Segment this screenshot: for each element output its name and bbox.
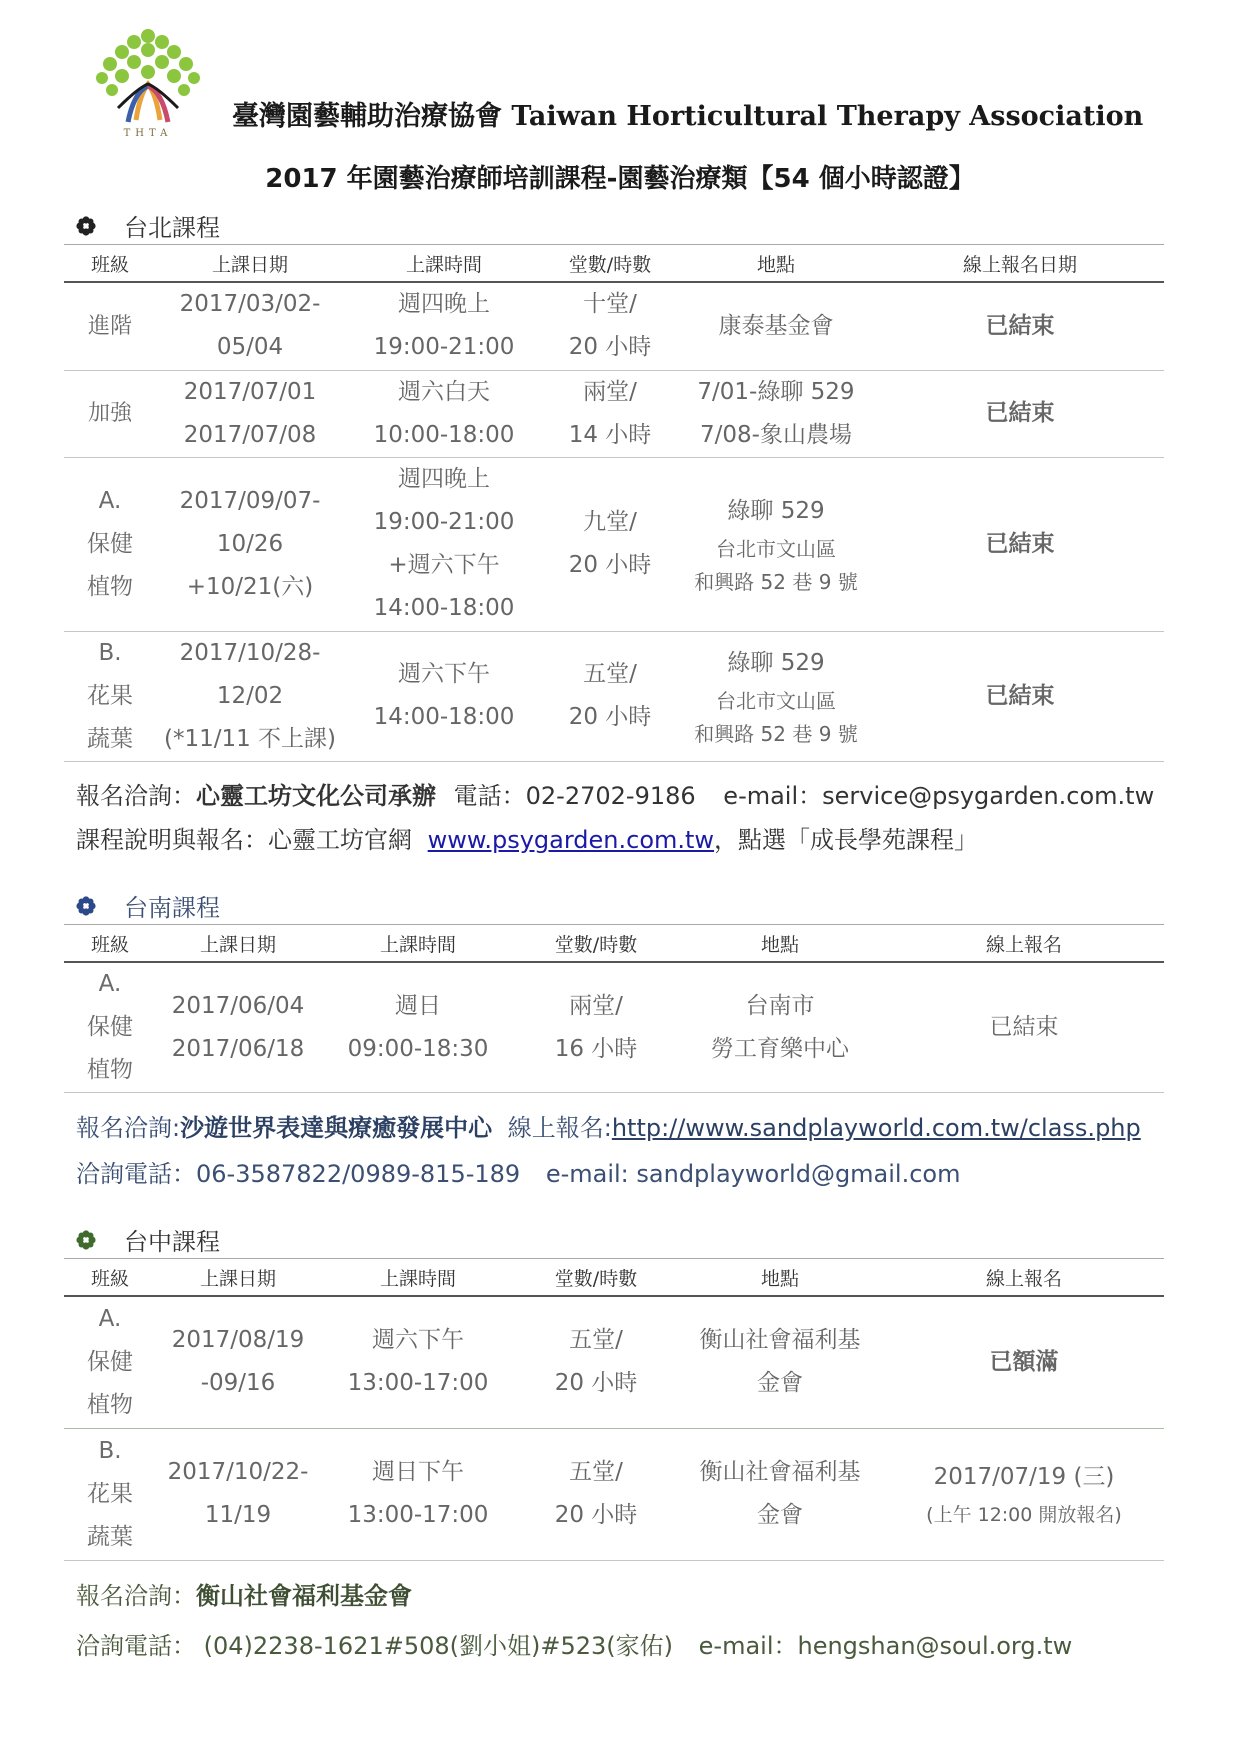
- class-cell: 加強: [64, 370, 156, 457]
- section-heading-taichung: [76, 1222, 220, 1257]
- column-header: 線上報名日期: [876, 245, 1164, 283]
- count-cell: 兩堂/ 14 小時: [544, 370, 676, 457]
- org-name: 臺灣園藝輔助治療協會 Taiwan Horticultural Therapy Association: [232, 101, 1144, 132]
- sandplayworld-link[interactable]: http://www.sandplayworld.com.tw/class.php: [611, 1114, 1141, 1142]
- time-cell: 週四晚上 19:00-21:00 +週六下午 14:00-18:00: [344, 457, 544, 631]
- time-cell: 週六下午 14:00-18:00: [344, 631, 544, 761]
- section-title: 台北課程: [124, 214, 220, 242]
- table-row: [64, 1296, 1164, 1428]
- organizer-name: 衡山社會福利基金會: [196, 1582, 412, 1610]
- taipei-contact-line: 報名洽詢：心靈工坊文化公司承辦 電話：02-2702-9186 e-mail：service@psygarden.com.tw: [76, 782, 1155, 810]
- email-text: e-mail：service@psygarden.com.tw: [723, 782, 1155, 810]
- table-header-row: [64, 925, 1164, 963]
- date-cell: 2017/08/19 -09/16: [156, 1296, 320, 1428]
- place-cell: 康泰基金會: [676, 282, 876, 370]
- phone-text: 洽詢電話： (04)2238-1621#508(劉小姐)#523(家佑): [76, 1632, 673, 1660]
- taichung-phone-line: [76, 1626, 1072, 1661]
- psygarden-link[interactable]: www.psygarden.com.tw: [427, 826, 715, 854]
- column-header: 線上報名: [884, 1259, 1164, 1297]
- section-title: 台南課程: [124, 894, 220, 922]
- count-cell: 兩堂/ 16 小時: [516, 962, 676, 1093]
- column-header: 線上報名: [884, 925, 1164, 963]
- flower-bullet-icon: [76, 216, 96, 236]
- column-header: 堂數/時數: [516, 925, 676, 963]
- status-cell: 已結束: [876, 282, 1164, 370]
- column-header: 上課日期: [156, 245, 344, 283]
- section-title: 台中課程: [124, 1228, 220, 1256]
- column-header: 地點: [676, 1259, 884, 1297]
- table-row: [64, 282, 1164, 370]
- class-cell: A. 保健 植物: [64, 457, 156, 631]
- section-heading-taipei: [76, 208, 220, 243]
- column-header: 班級: [64, 925, 156, 963]
- logo-text: THTA: [123, 128, 173, 139]
- date-cell: 2017/10/22- 11/19: [156, 1428, 320, 1560]
- column-header: 上課時間: [320, 925, 516, 963]
- time-cell: 週日 09:00-18:30: [320, 962, 516, 1093]
- tainan-schedule-table: [64, 924, 1164, 1093]
- count-cell: 五堂/ 20 小時: [516, 1428, 676, 1560]
- status-cell: 已結束: [876, 457, 1164, 631]
- flower-bullet-icon: [76, 896, 96, 916]
- phone-text: 電話：02-2702-9186: [453, 782, 696, 810]
- time-cell: 週六白天 10:00-18:00: [344, 370, 544, 457]
- flower-bullet-icon: [76, 1230, 96, 1250]
- table-header-row: [64, 1259, 1164, 1297]
- column-header: 地點: [676, 245, 876, 283]
- time-cell: 週四晚上 19:00-21:00: [344, 282, 544, 370]
- date-cell: 2017/10/28- 12/02 (*11/11 不上課): [156, 631, 344, 761]
- place-cell: 衡山社會福利基 金會: [676, 1428, 884, 1560]
- taichung-contact-line: 報名洽詢：衡山社會福利基金會: [76, 1582, 412, 1610]
- class-cell: A. 保健 植物: [64, 962, 156, 1093]
- count-cell: 五堂/ 20 小時: [544, 631, 676, 761]
- taipei-signup-line: 課程說明與報名：心靈工坊官網 www.psygarden.com.tw，點選「成長學苑課程」: [76, 826, 979, 854]
- email-text: e-mail：hengshan@soul.org.tw: [698, 1632, 1073, 1660]
- count-cell: 九堂/ 20 小時: [544, 457, 676, 631]
- class-cell: A. 保健 植物: [64, 1296, 156, 1428]
- class-cell: 進階: [64, 282, 156, 370]
- time-cell: 週六下午 13:00-17:00: [320, 1296, 516, 1428]
- place-cell: 衡山社會福利基 金會: [676, 1296, 884, 1428]
- column-header: 上課時間: [320, 1259, 516, 1297]
- email-text: e-mail: sandplayworld@gmail.com: [545, 1160, 961, 1188]
- column-header: 堂數/時數: [516, 1259, 676, 1297]
- status-cell: [884, 1428, 1164, 1560]
- place-cell: 綠聊 529 台北市文山區 和興路 52 巷 9 號: [676, 457, 876, 631]
- column-header: 上課日期: [156, 925, 320, 963]
- open-date: 2017/07/19 (三): [933, 1464, 1115, 1490]
- column-header: 上課日期: [156, 1259, 320, 1297]
- phone-text: 洽詢電話：06-3587822/0989-815-189: [76, 1160, 521, 1188]
- count-cell: 十堂/ 20 小時: [544, 282, 676, 370]
- place-cell: 台南市 勞工育樂中心: [676, 962, 884, 1093]
- place-cell: 7/01-綠聊 529 7/08-象山農場: [676, 370, 876, 457]
- date-cell: 2017/09/07- 10/26 +10/21(六): [156, 457, 344, 631]
- status-cell: 已額滿: [884, 1296, 1164, 1428]
- class-cell: B. 花果 蔬葉: [64, 631, 156, 761]
- open-note: (上午 12:00 開放報名): [926, 1504, 1122, 1526]
- table-row: [64, 631, 1164, 761]
- table-row: [64, 370, 1164, 457]
- time-cell: 週日下午 13:00-17:00: [320, 1428, 516, 1560]
- column-header: 上課時間: [344, 245, 544, 283]
- tainan-phone-line: [76, 1154, 960, 1189]
- status-cell: 已結束: [876, 631, 1164, 761]
- thta-logo: [88, 22, 208, 140]
- table-row: [64, 457, 1164, 631]
- place-cell: 綠聊 529 台北市文山區 和興路 52 巷 9 號: [676, 631, 876, 761]
- section-heading-tainan: [76, 888, 220, 923]
- status-cell: 已結束: [884, 962, 1164, 1093]
- date-cell: 2017/03/02- 05/04: [156, 282, 344, 370]
- date-cell: 2017/07/01 2017/07/08: [156, 370, 344, 457]
- column-header: 堂數/時數: [544, 245, 676, 283]
- column-header: 班級: [64, 1259, 156, 1297]
- organizer-name: 沙遊世界表達與療癒發展中心: [180, 1114, 493, 1142]
- class-cell: B. 花果 蔬葉: [64, 1428, 156, 1560]
- date-cell: 2017/06/04 2017/06/18: [156, 962, 320, 1093]
- table-header-row: [64, 245, 1164, 283]
- taipei-schedule-table: [64, 244, 1164, 762]
- tainan-contact-line: 報名洽詢:沙遊世界表達與療癒發展中心 線上報名:http://www.sandplayworld.com.tw/class.php: [76, 1114, 1141, 1142]
- page-title: 2017 年園藝治療師培訓課程-園藝治療類【54 個小時認證】: [265, 164, 975, 194]
- organizer-name: 心靈工坊文化公司承辦: [196, 782, 436, 810]
- column-header: 班級: [64, 245, 156, 283]
- count-cell: 五堂/ 20 小時: [516, 1296, 676, 1428]
- table-row: [64, 962, 1164, 1093]
- column-header: 地點: [676, 925, 884, 963]
- table-row: [64, 1428, 1164, 1560]
- taichung-schedule-table: [64, 1258, 1164, 1561]
- status-cell: 已結束: [876, 370, 1164, 457]
